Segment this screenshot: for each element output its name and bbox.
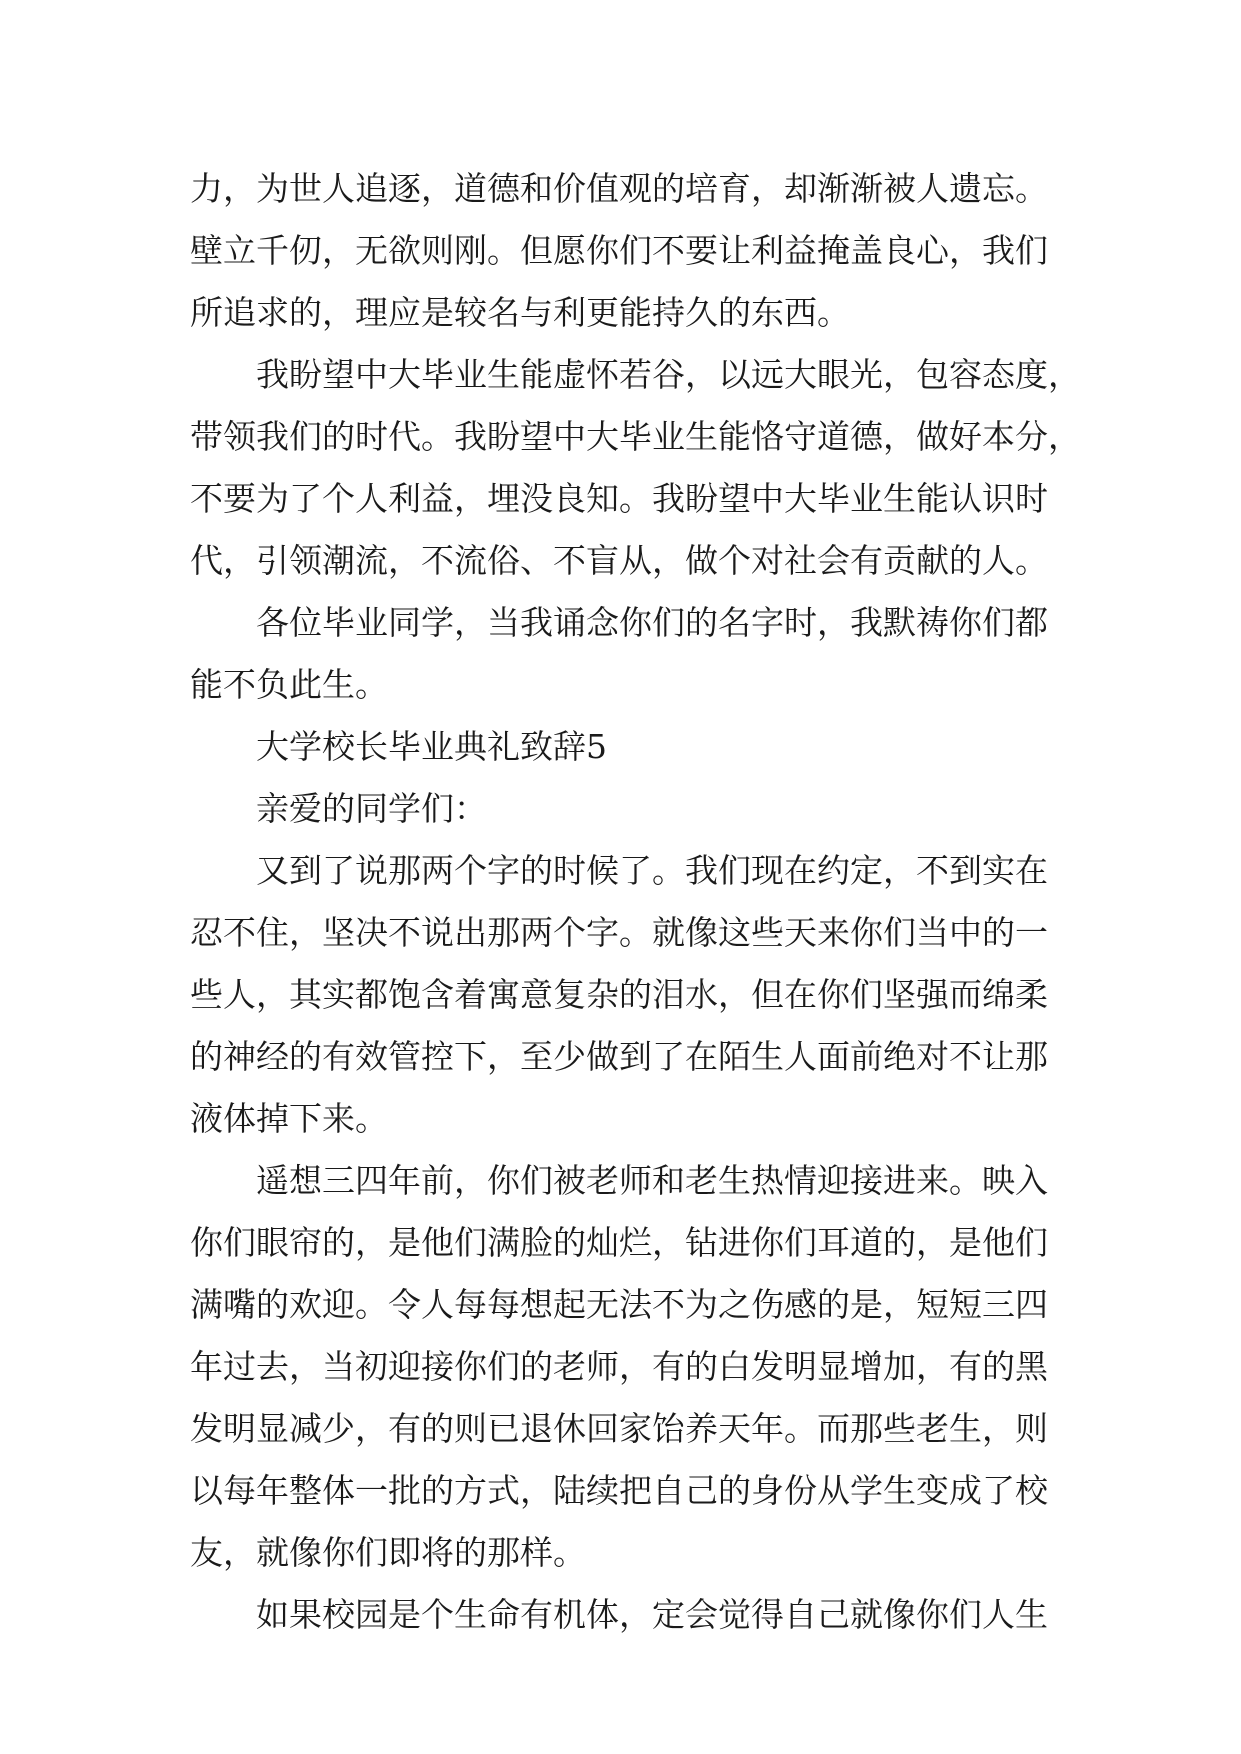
text-line: 所追求的，理应是较名与利更能持久的东西。 <box>190 293 850 332</box>
text-line: 年过去，当初迎接你们的老师，有的白发明显增加，有的黑 <box>190 1347 1048 1386</box>
text-line: 些人，其实都饱含着寓意复杂的泪水，但在你们坚强而绵柔 <box>190 975 1048 1014</box>
text-line: 亲爱的同学们： <box>256 789 487 828</box>
text-line: 友，就像你们即将的那样。 <box>190 1533 586 1572</box>
text-line: 发明显减少，有的则已退休回家饴养天年。而那些老生，则 <box>190 1409 1048 1448</box>
text-line: 你们眼帘的，是他们满脸的灿烂，钻进你们耳道的，是他们 <box>190 1223 1048 1262</box>
text-line: 力，为世人追逐，道德和价值观的培育，却渐渐被人遗忘。 <box>190 169 1048 208</box>
text-line: 各位毕业同学，当我诵念你们的名字时，我默祷你们都 <box>256 603 1048 642</box>
text-line: 又到了说那两个字的时候了。我们现在约定，不到实在 <box>256 851 1048 890</box>
text-line: 我盼望中大毕业生能虚怀若谷，以远大眼光，包容态度， <box>256 355 1081 394</box>
text-line: 以每年整体一批的方式，陆续把自己的身份从学生变成了校 <box>190 1471 1048 1510</box>
text-line: 的神经的有效管控下，至少做到了在陌生人面前绝对不让那 <box>190 1037 1048 1076</box>
text-line: 带领我们的时代。我盼望中大毕业生能恪守道德，做好本分， <box>190 417 1081 456</box>
text-line: 能不负此生。 <box>190 665 388 704</box>
text-line: 遥想三四年前，你们被老师和老生热情迎接进来。映入 <box>256 1161 1048 1200</box>
text-line: 不要为了个人利益，埋没良知。我盼望中大毕业生能认识时 <box>190 479 1048 518</box>
text-line: 满嘴的欢迎。令人每每想起无法不为之伤感的是，短短三四 <box>190 1285 1048 1324</box>
text-line: 如果校园是个生命有机体，定会觉得自己就像你们人生 <box>256 1595 1048 1634</box>
text-line: 壁立千仞，无欲则刚。但愿你们不要让利益掩盖良心，我们 <box>190 231 1048 270</box>
text-line: 代，引领潮流，不流俗、不盲从，做个对社会有贡献的人。 <box>190 541 1048 580</box>
document-body <box>190 158 1081 1646</box>
text-line: 大学校长毕业典礼致辞5 <box>256 727 607 766</box>
text-line: 液体掉下来。 <box>190 1099 388 1138</box>
text-line: 忍不住，坚决不说出那两个字。就像这些天来你们当中的一 <box>190 913 1048 952</box>
